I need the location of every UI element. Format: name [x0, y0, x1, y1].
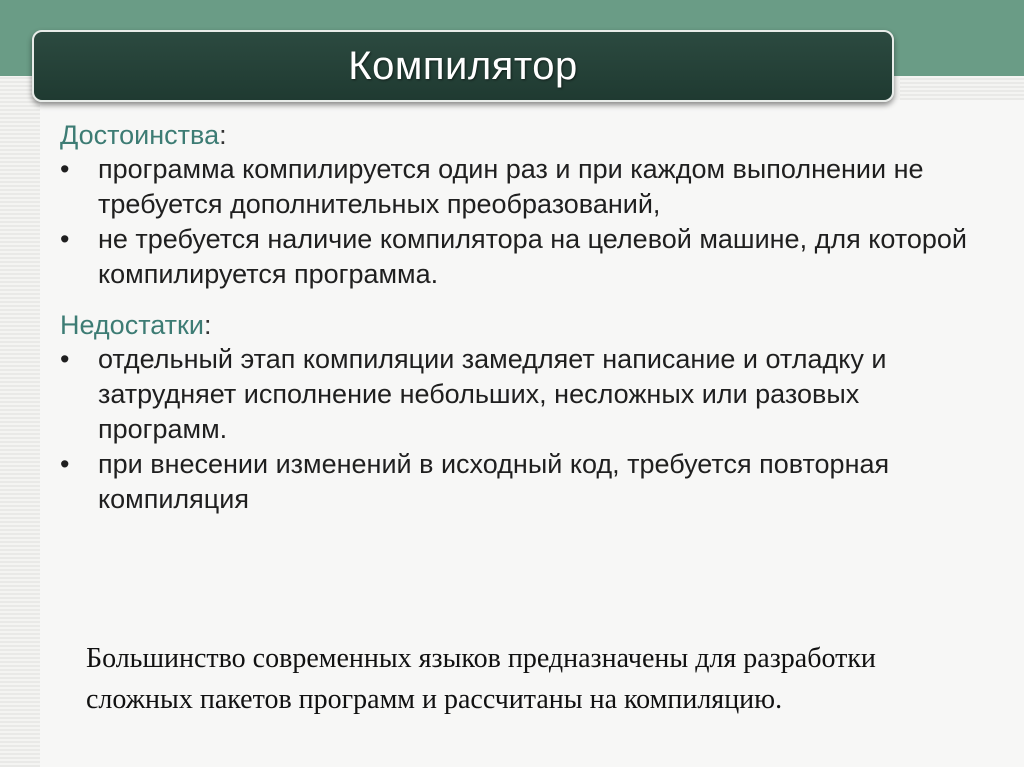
advantages-heading-colon: : — [219, 120, 227, 150]
list-item-text: не требуется наличие компилятора на целевой машине, для которой компилируется программа. — [98, 224, 967, 289]
disadvantages-heading-colon: : — [203, 310, 212, 340]
bullet-icon: • — [60, 344, 70, 374]
list-item-text: программа компилируется один раз и при каждом выполнении не требуется дополнительных преобразований, — [98, 154, 924, 219]
bullet-icon: • — [60, 449, 70, 479]
footer-note: Большинство современных языков предназначены для разработки сложных пакетов программ и рассчитаны на компиляцию. — [86, 643, 876, 715]
disadvantages-list — [60, 342, 980, 517]
bullet-icon: • — [60, 224, 70, 254]
disadvantages-section — [60, 308, 980, 517]
bullet-icon: • — [60, 154, 70, 184]
list-item — [60, 222, 980, 292]
disadvantages-heading-text: Недостатки — [60, 310, 204, 340]
advantages-heading-text: Достоинства — [60, 120, 220, 150]
list-item — [60, 152, 980, 222]
slide-title: Компилятор — [348, 43, 578, 88]
list-item — [60, 447, 980, 517]
list-item-text: отдельный этап компиляции замедляет написание и отладку и затрудняет исполнение небольших, несложных или разовых программ. — [98, 344, 887, 444]
advantages-heading — [60, 118, 980, 152]
disadvantages-heading — [60, 308, 980, 342]
left-stripe-decoration — [0, 76, 40, 767]
advantages-section — [60, 118, 980, 292]
list-item-text: при внесении изменений в исходный код, требуется повторная компиляция — [98, 449, 890, 514]
slide-title-bar — [32, 30, 894, 102]
advantages-list — [60, 152, 980, 292]
slide-body — [60, 118, 980, 517]
list-item — [60, 342, 980, 447]
